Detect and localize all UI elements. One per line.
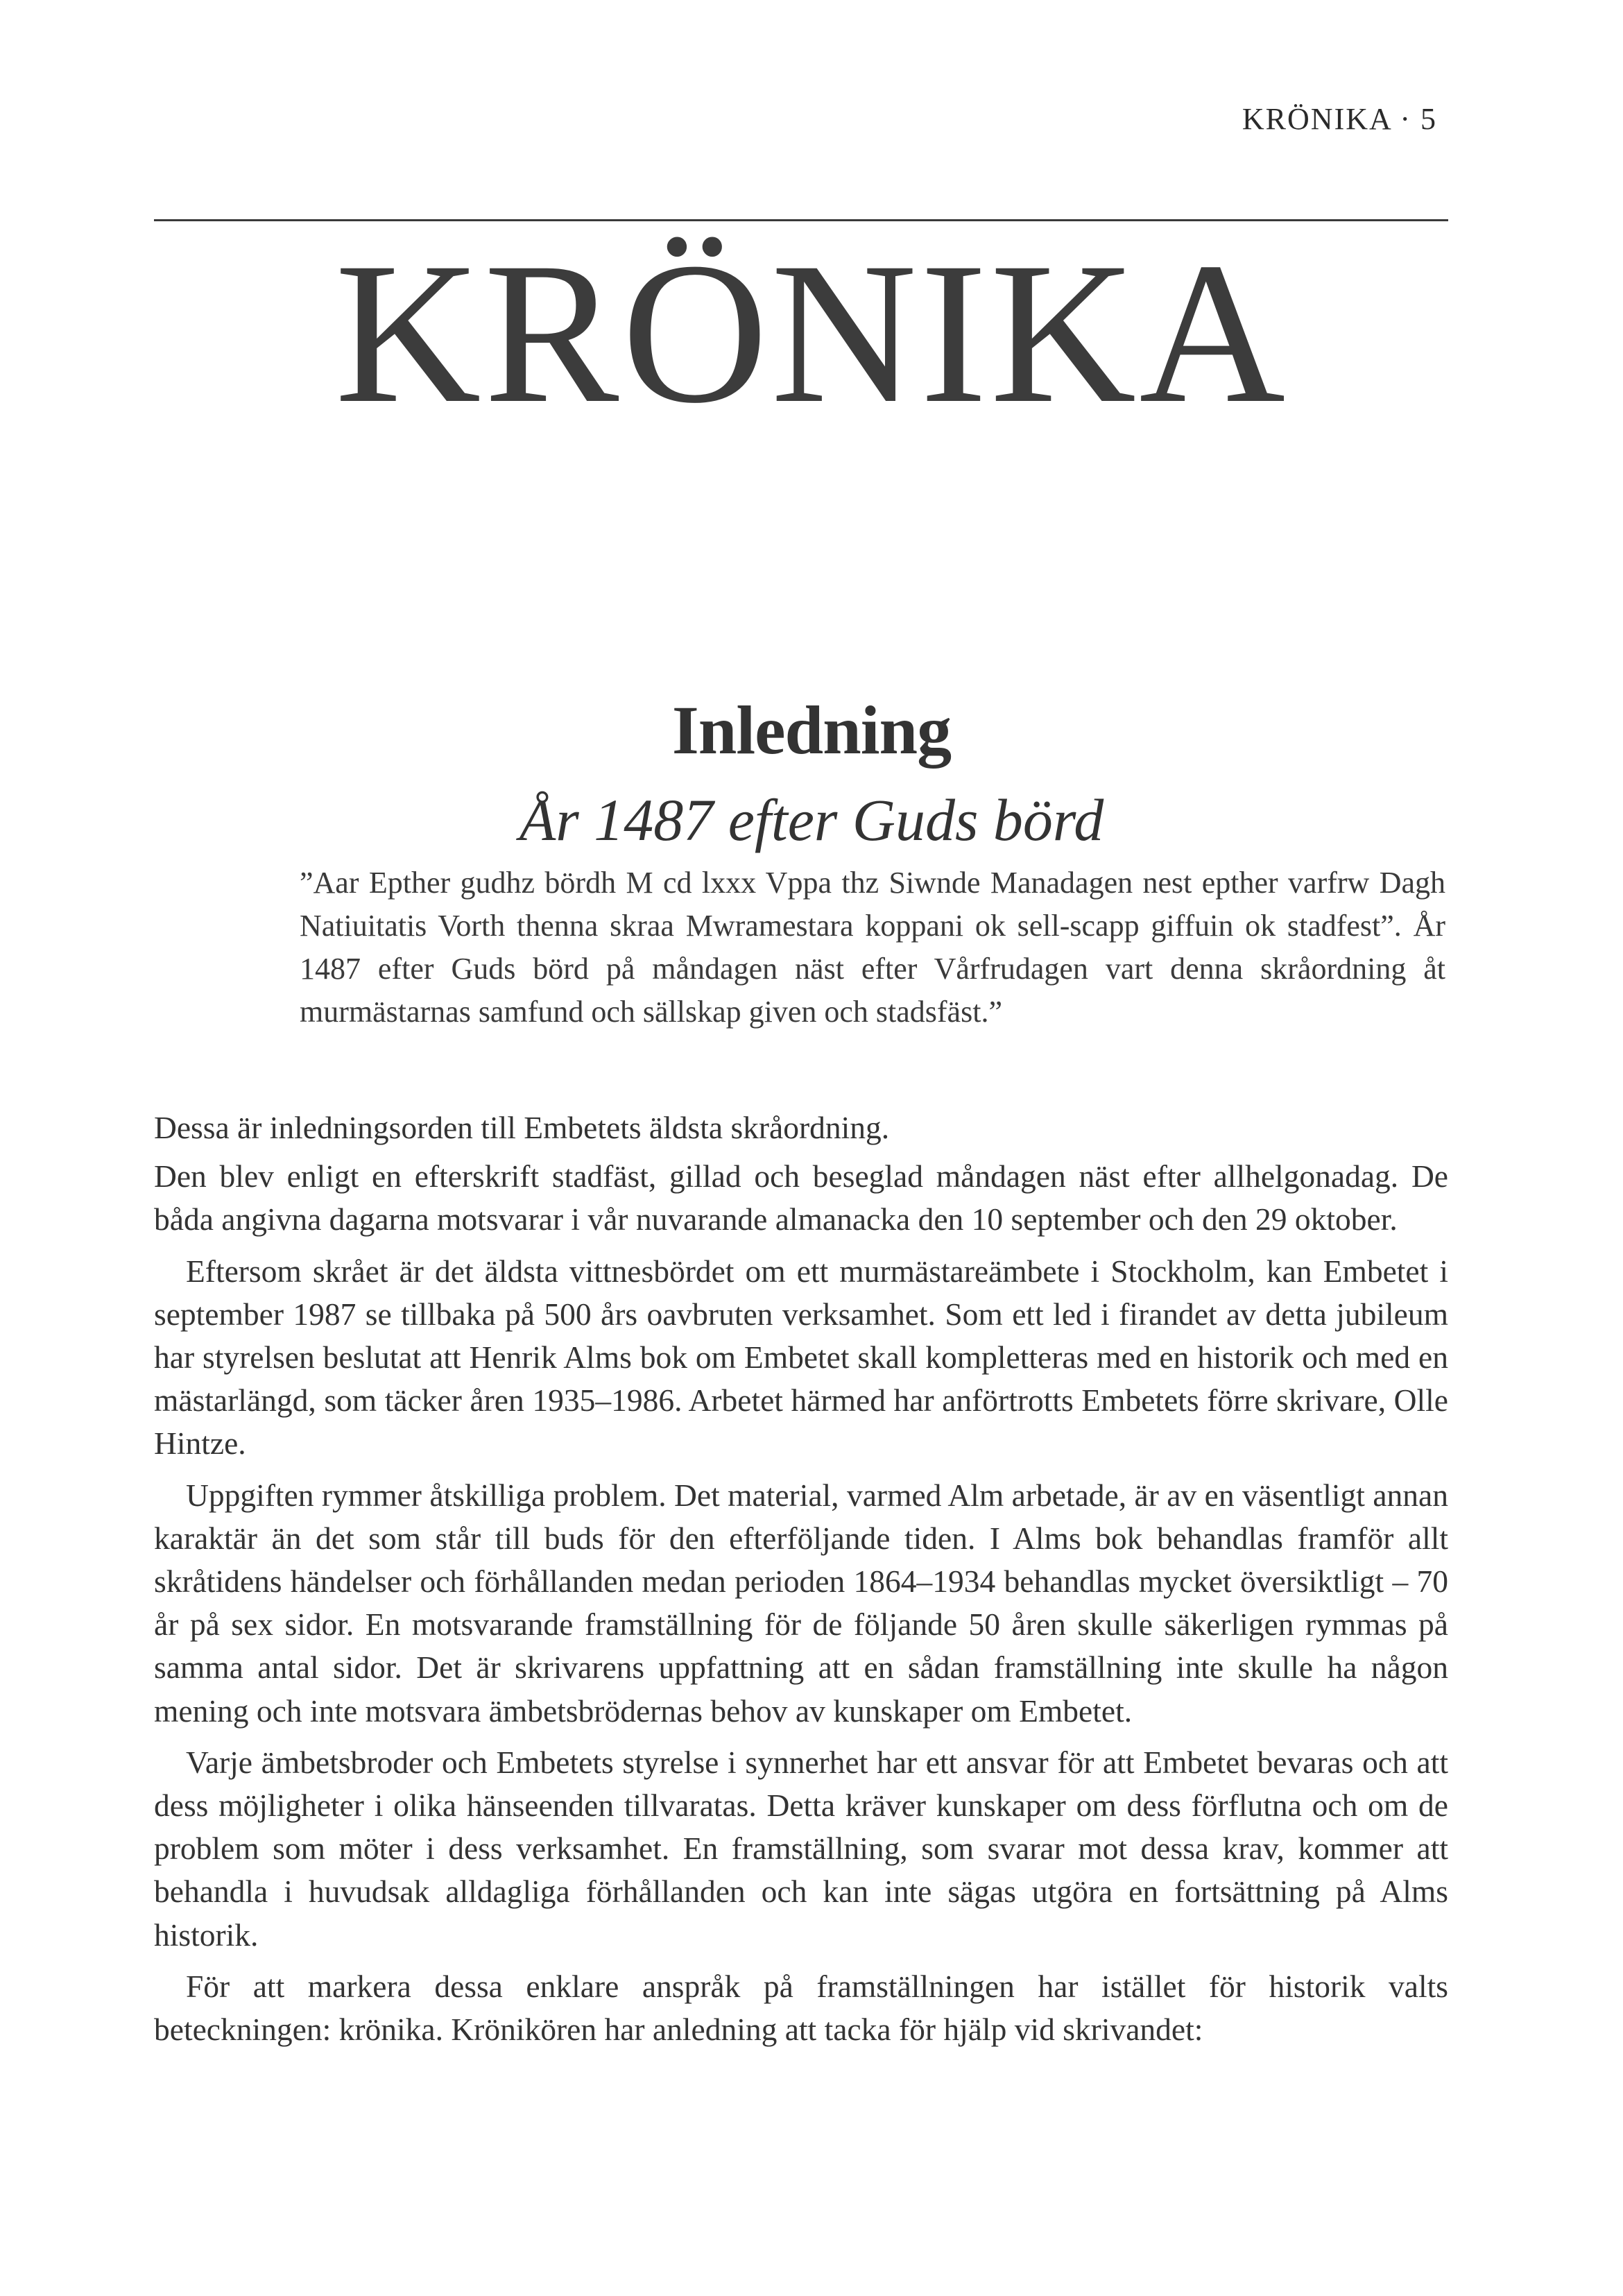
block-quote: ”Aar Epther gudhz bördh M cd lxxx Vppa thz Siwnde Manadagen nest epther varfrw Dagh Natiuitatis Vorth thenna skraa Mwramestara koppani ok sell-scapp giffuin ok stadfest”. År 1487 efter Guds börd på måndagen näst efter Vårfrudagen vart denna skråordning åt murmästarnas samfund och sällskap given och stadsfäst.” xyxy=(300,866,1445,1029)
paragraph: Varje ämbetsbroder och Embetets styrelse i synnerhet har ett ansvar för att Embetet bevaras och att dess möjligheter i olika hänseenden tillvaratas. Detta kräver kunskaper om dess förflutna och om de problem som möter i dess verksamhet. En framställning, som svarar mot dessa krav, kommer att behandla i huvudsak alldagliga förhållanden och kan inte sägas utgöra en fortsättning på Alms historik. xyxy=(154,1744,1448,1953)
section-subtitle: År 1487 efter Guds börd xyxy=(519,787,1104,853)
section-title: Inledning xyxy=(671,692,952,769)
paragraph: Uppgiften rymmer åtskilliga problem. Det material, varmed Alm arbetade, är av en väsentligt annan karaktär än det som står till buds för den efterföljande tiden. I Alms bok behandlas framför allt skråtidens händelser och förhållanden medan perioden 1864–1934 behandlas mycket översiktligt – 70 år på sex sidor. En motsvarande framställning för de följande 50 åren skulle säkerligen rymmas på samma antal sidor. Det är skrivarens uppfattning att en sådan framställning inte skulle ha någon mening och inte motsvara ämbetsbrödernas behov av kunskaper om Embetet. xyxy=(154,1477,1448,1729)
paragraph: Den blev enligt en efterskrift stadfäst, gillad och beseglad måndagen näst efter allhelgonadag. De båda angivna dagarna motsvarar i vår nuvarande almanacka den 10 september och den 29 oktober. xyxy=(154,1158,1448,1237)
body-text xyxy=(154,1106,1448,2051)
paragraph: För att markera dessa enklare anspråk på framställningen har istället för historik valts beteckningen: krönika. Krönikören har anledning att tacka för hjälp vid skrivandet: xyxy=(154,1968,1448,2048)
running-head: KRÖNIKA · 5 xyxy=(1242,102,1437,136)
paragraph: Dessa är inledningsorden till Embetets äldsta skråordning. xyxy=(154,1110,890,1145)
paragraph: Eftersom skrået är det äldsta vittnesbördet om ett murmästareämbete i Stockholm, kan Embetet i september 1987 se tillbaka på 500 års oavbruten verksamhet. Som ett led i firandet av detta jubileum har styrelsen beslutat att Henrik Alms bok om Embetet skall kompletteras med en historik och med en mästarlängd, som täcker åren 1935–1986. Arbetet härmed har anförtrotts Embetets förre skrivare, Olle Hintze. xyxy=(154,1253,1448,1462)
chapter-title: KRÖNIKA xyxy=(334,221,1289,445)
